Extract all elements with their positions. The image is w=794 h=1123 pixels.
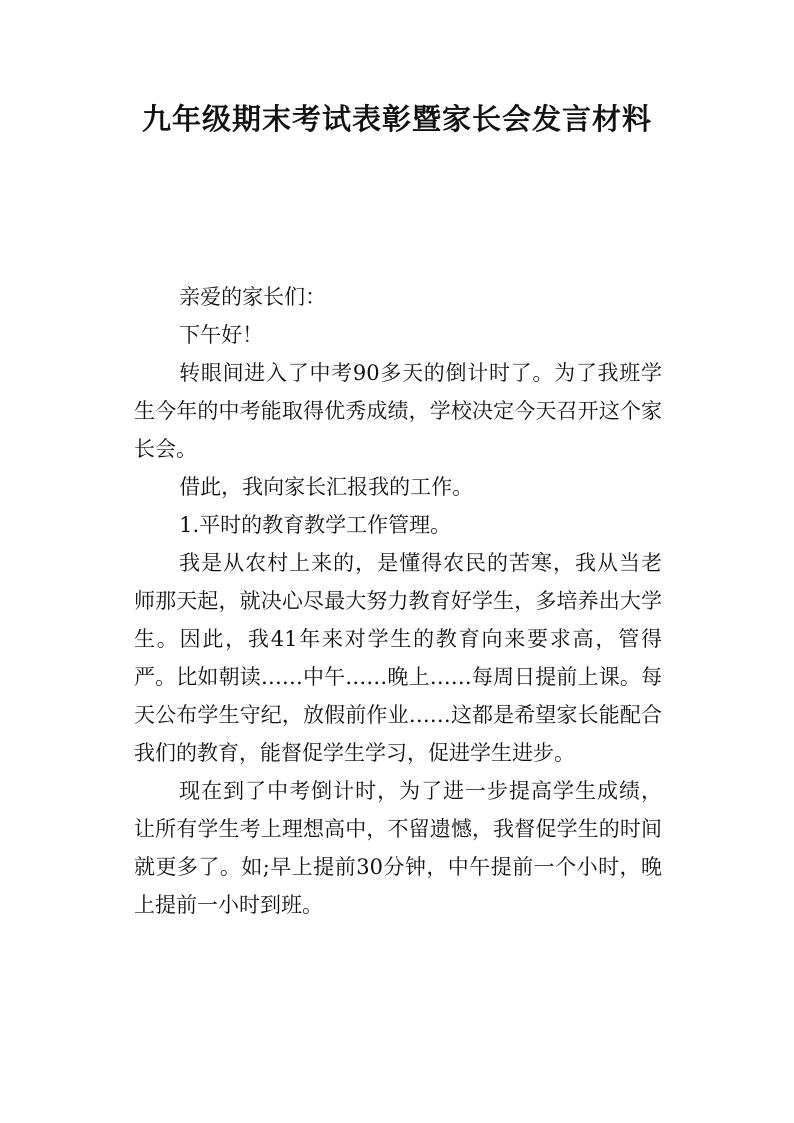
section-heading-paragraph: 1.平时的教育教学工作管理。 bbox=[179, 513, 452, 537]
intro-paragraph: 转眼间进入了中考90多天的倒计时了。为了我班学生今年的中考能取得优秀成绩，学校决定今天召开这个家长会。 bbox=[134, 361, 662, 461]
salutation-paragraph: 下午好！ bbox=[179, 323, 264, 347]
greeting-paragraph: 亲爱的家长们： bbox=[179, 285, 327, 309]
document-body bbox=[134, 278, 662, 924]
management-paragraph: 我是从农村上来的，是懂得农民的苦寒，我从当老师那天起，就决心尽最大努力教育好学生，多培养出大学生。因此，我41年来对学生的教育向来要求高，管得严。比如朝读……中午……晚上……每周日提前上课。每天公布学生守纪，放假前作业……这都是希望家长能配合我们的教育，能督促学生学习，促进学生进步。 bbox=[134, 551, 662, 765]
countdown-paragraph: 现在到了中考倒计时，为了进一步提高学生成绩，让所有学生考上理想高中，不留遗憾，我督促学生的时间就更多了。如;早上提前30分钟，中午提前一个小时，晚上提前一小时到班。 bbox=[134, 779, 662, 917]
document-title: 九年级期末考试表彰暨家长会发言材料 bbox=[141, 102, 652, 136]
report-paragraph: 借此，我向家长汇报我的工作。 bbox=[179, 475, 474, 499]
